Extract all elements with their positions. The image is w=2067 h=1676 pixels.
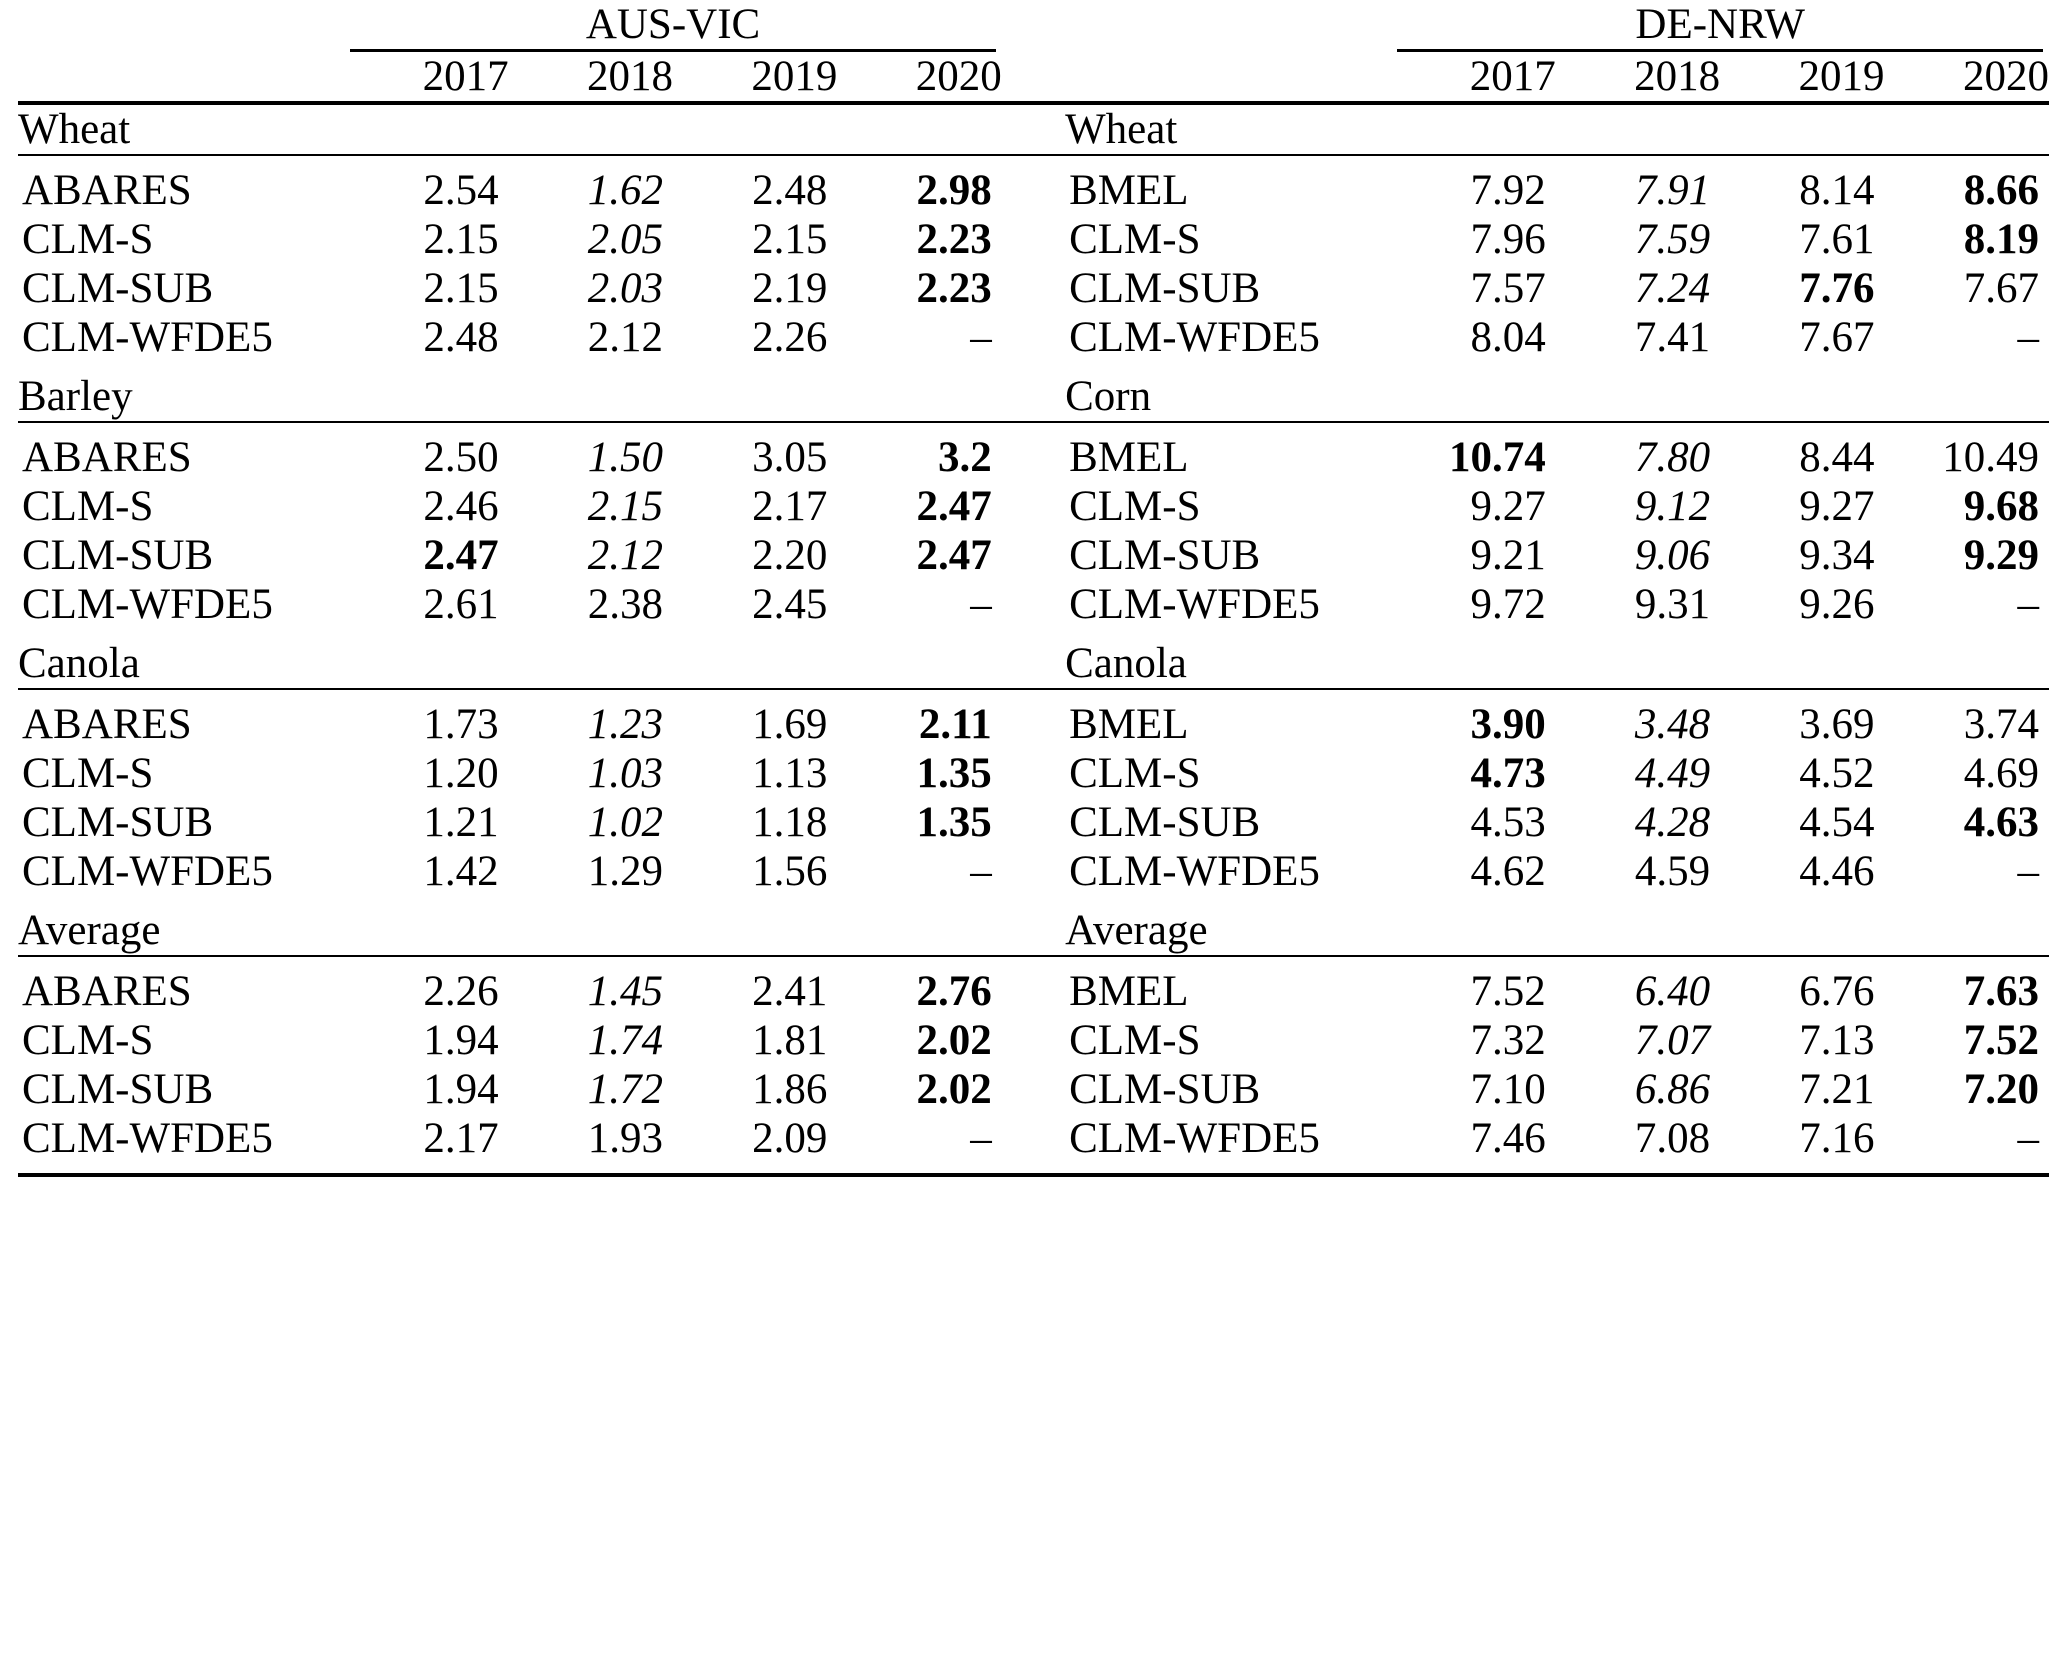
cell-value-right: 7.32 [1470,1017,1546,1064]
section-spacer-bottom [18,362,2049,372]
section-spacer-bottom [18,896,2049,906]
cell-value-left: 2.47 [423,532,499,579]
row-label-left: CLM-S [22,216,154,263]
cell-value-right: 4.69 [1963,750,2039,797]
row-label-left: CLM-S [22,750,154,797]
cell-value-left: 2.23 [916,265,992,312]
cell-value-right: 7.52 [1963,1017,2039,1064]
row-gap [1002,847,1065,896]
row-label-right: BMEL [1069,701,1189,748]
cell-value-right: 8.14 [1799,167,1875,214]
cell-value-right: 9.34 [1799,532,1875,579]
cell-value-left: 2.09 [752,1115,828,1162]
cell-value-right: 7.57 [1470,265,1546,312]
spacer-cell [18,689,2049,700]
cell-value-left: 2.12 [587,314,664,361]
cell-value-right: 4.28 [1634,799,1711,846]
cell-value-left: 1.94 [423,1017,499,1064]
cell-value-right: 8.04 [1470,314,1546,361]
cell-value-left: 2.54 [423,167,499,214]
section-spacer [18,689,2049,700]
cell-value-right: 7.80 [1634,434,1711,481]
section-spacer [18,155,2049,166]
cell-value-left: 2.15 [423,265,499,312]
group-header-row [18,0,2049,49]
cell-value-right: 4.54 [1799,799,1875,846]
cell-value-left: 1.94 [423,1066,499,1113]
cell-value-right: 9.21 [1470,532,1546,579]
row-label-right: CLM-S [1069,750,1201,797]
column-header-year-left-2017: 2017 [422,53,509,100]
rule-cell [18,1173,2049,1175]
cell-value-right: 9.06 [1634,532,1711,579]
cell-value-right: 4.46 [1799,848,1875,895]
spacer-cell [18,1163,2049,1173]
cell-value-right: 3.74 [1963,701,2039,748]
cell-value-right: 4.53 [1470,799,1546,846]
cell-value-left: 2.48 [752,167,828,214]
section-title-right: Canola [1065,640,1187,687]
group-title-de-nrw: DE-NRW [1635,1,1805,48]
cell-value-right: 6.86 [1634,1066,1711,1113]
header-spacer-right [1065,0,1391,49]
row-label-left: CLM-SUB [22,532,214,579]
row-gap [1002,1114,1065,1163]
cell-value-left: – [970,314,992,361]
row-gap [1002,1065,1065,1114]
section-spacer [18,956,2049,967]
column-header-year-right-2019: 2019 [1798,53,1885,100]
row-gap [1002,580,1065,629]
cell-value-right: 7.21 [1799,1066,1875,1113]
cell-value-left: 2.20 [752,532,828,579]
cell-value-right: 7.91 [1634,167,1711,214]
row-gap [1002,313,1065,362]
spacer-cell [18,956,2049,967]
cell-value-left: 2.47 [916,532,992,579]
cell-value-right: 7.67 [1963,265,2039,312]
section-title-row [18,372,2049,421]
cell-value-left: 2.19 [752,265,828,312]
section-title-right: Corn [1065,373,1152,420]
row-label-left: CLM-S [22,483,154,530]
row-label-right: BMEL [1069,167,1189,214]
cell-value-left: – [970,848,992,895]
section-gap [1002,906,1065,955]
row-label-right: BMEL [1069,968,1189,1015]
cell-value-right: 7.92 [1470,167,1546,214]
cell-value-right: 9.68 [1963,483,2039,530]
spacer-cell [18,362,2049,372]
row-gap [1002,166,1065,215]
section-title-left: Wheat [18,106,131,153]
column-header-year-left-2018: 2018 [587,53,674,100]
table-row [18,313,2049,362]
cell-value-left: 2.76 [916,968,992,1015]
row-gap [1002,215,1065,264]
cell-value-right: 7.61 [1799,216,1875,263]
cell-value-right: 7.46 [1470,1115,1546,1162]
cell-value-right: 7.76 [1799,265,1875,312]
cell-value-right: 7.96 [1470,216,1546,263]
section-gap [1002,372,1065,421]
header-gap [1002,0,1065,49]
cell-value-right: 9.72 [1470,581,1546,628]
cell-value-right: 7.16 [1799,1115,1875,1162]
row-label-right: CLM-SUB [1069,1066,1261,1113]
cell-value-left: 1.21 [423,799,499,846]
section-spacer-bottom [18,629,2049,639]
cell-value-left: 2.15 [587,483,664,530]
cell-value-left: 2.03 [587,265,664,312]
table-row [18,700,2049,749]
cell-value-right: 3.48 [1634,701,1711,748]
cell-value-left: 2.12 [587,532,664,579]
table-row [18,580,2049,629]
table-row [18,798,2049,847]
section-title-left: Average [18,907,161,954]
cell-value-left: 1.81 [752,1017,828,1064]
group-title-aus-vic: AUS-VIC [585,1,761,48]
cell-value-right: 4.59 [1634,848,1711,895]
row-label-left: ABARES [22,167,192,214]
cell-value-right: 7.20 [1963,1066,2039,1113]
row-label-left: CLM-SUB [22,1066,214,1113]
row-gap [1002,433,1065,482]
cell-value-left: 2.50 [423,434,499,481]
cell-value-left: 3.2 [938,434,992,481]
cell-value-left: 2.02 [916,1017,992,1064]
year-header-row [18,52,2049,101]
row-label-right: BMEL [1069,434,1189,481]
row-gap [1002,1016,1065,1065]
cell-value-right: 9.27 [1799,483,1875,530]
cell-value-left: 1.23 [587,701,664,748]
cell-value-right: 7.10 [1470,1066,1546,1113]
cell-value-left: 2.45 [752,581,828,628]
section-title-row [18,906,2049,955]
section-title-right: Average [1065,907,1208,954]
cell-value-left: 1.13 [752,750,828,797]
section-gap [1002,639,1065,688]
row-label-left: ABARES [22,701,192,748]
row-label-left: CLM-SUB [22,265,214,312]
section-title-left: Canola [18,640,140,687]
column-header-year-right-2018: 2018 [1634,53,1721,100]
cell-value-right: 7.67 [1799,314,1875,361]
cell-value-right: 4.62 [1470,848,1546,895]
cell-value-right: 9.26 [1799,581,1875,628]
cell-value-left: 1.03 [587,750,664,797]
section-gap [1002,103,1065,154]
cell-value-left: 2.26 [423,968,499,1015]
row-label-left: CLM-WFDE5 [22,848,273,895]
cell-value-left: 2.05 [587,216,664,263]
cell-value-left: 2.15 [752,216,828,263]
row-label-right: CLM-S [1069,216,1201,263]
cell-value-right: 4.52 [1799,750,1875,797]
cell-value-right: 7.13 [1799,1017,1875,1064]
section-title-right: Wheat [1065,106,1178,153]
cell-value-left: 2.46 [423,483,499,530]
row-gap [1002,482,1065,531]
cell-value-left: – [970,581,992,628]
section-spacer-bottom [18,1163,2049,1173]
cell-value-left: 1.18 [752,799,828,846]
cell-value-right: – [2017,1115,2039,1162]
spacer-cell [18,155,2049,166]
table-row [18,847,2049,896]
cell-value-left: 1.02 [587,799,664,846]
section-spacer [18,422,2049,433]
cell-value-right: 6.76 [1799,968,1875,1015]
cell-value-right: – [2017,314,2039,361]
cell-value-left: 1.20 [423,750,499,797]
cell-value-left: 1.29 [587,848,664,895]
spacer-cell [18,896,2049,906]
cell-value-right: 3.90 [1470,701,1546,748]
cell-value-right: 7.52 [1470,968,1546,1015]
row-gap [1002,264,1065,313]
cell-value-right: 3.69 [1799,701,1875,748]
cell-value-left: 1.50 [587,434,664,481]
cell-value-left: 1.45 [587,968,664,1015]
row-label-right: CLM-WFDE5 [1069,314,1320,361]
cell-value-right: 8.19 [1963,216,2039,263]
section-title-left: Barley [18,373,133,420]
section-title-row [18,639,2049,688]
cell-value-left: 2.11 [918,701,992,748]
cell-value-left: 2.15 [423,216,499,263]
cell-value-right: 4.63 [1963,799,2039,846]
row-label-right: CLM-WFDE5 [1069,581,1320,628]
row-gap [1002,967,1065,1016]
column-header-year-right-2017: 2017 [1469,53,1556,100]
row-label-right: CLM-SUB [1069,799,1261,846]
table-row [18,1114,2049,1163]
cell-value-left: 2.41 [752,968,828,1015]
row-label-left: CLM-S [22,1017,154,1064]
cell-value-right: 4.73 [1470,750,1546,797]
cell-value-left: 2.48 [423,314,499,361]
row-label-left: CLM-WFDE5 [22,314,273,361]
year-header-spacer-left [18,52,344,101]
table-row [18,1065,2049,1114]
cell-value-left: 1.69 [752,701,828,748]
table-row [18,433,2049,482]
row-label-right: CLM-S [1069,1017,1201,1064]
cell-value-right: – [2017,581,2039,628]
table-row [18,166,2049,215]
spacer-cell [18,629,2049,639]
cell-value-right: 10.74 [1449,434,1546,481]
row-label-right: CLM-SUB [1069,532,1261,579]
row-label-left: CLM-WFDE5 [22,1115,273,1162]
table-row [18,967,2049,1016]
cell-value-right: 6.40 [1634,968,1711,1015]
row-label-left: CLM-WFDE5 [22,581,273,628]
row-label-right: CLM-SUB [1069,265,1261,312]
table-row [18,482,2049,531]
cell-value-left: 1.72 [587,1066,664,1113]
cell-value-right: 7.59 [1634,216,1711,263]
table-row [18,215,2049,264]
column-header-year-left-2020: 2020 [915,53,1002,100]
column-header-year-left-2019: 2019 [751,53,838,100]
cell-value-left: 1.62 [587,167,664,214]
cell-value-right: 8.66 [1963,167,2039,214]
cell-value-left: 2.23 [916,216,992,263]
cell-value-left: 1.74 [587,1017,664,1064]
cell-value-right: 10.49 [1942,434,2039,481]
row-gap [1002,700,1065,749]
section-title-row [18,103,2049,154]
table-row [18,264,2049,313]
cell-value-left: 1.35 [916,799,992,846]
row-gap [1002,749,1065,798]
spacer-cell [18,422,2049,433]
cell-value-right: 7.07 [1634,1017,1711,1064]
cell-value-right: – [2017,848,2039,895]
cell-value-right: 9.27 [1470,483,1546,530]
cell-value-right: 9.29 [1963,532,2039,579]
row-label-right: CLM-WFDE5 [1069,848,1320,895]
row-gap [1002,798,1065,847]
table-row [18,749,2049,798]
table-row [18,1016,2049,1065]
column-header-year-right-2020: 2020 [1963,53,2049,100]
row-label-left: ABARES [22,968,192,1015]
cell-value-left: – [970,1115,992,1162]
cell-value-left: 2.17 [752,483,828,530]
cell-value-left: 1.56 [752,848,828,895]
cell-value-left: 2.38 [587,581,664,628]
cell-value-left: 1.42 [423,848,499,895]
cell-value-right: 8.44 [1799,434,1875,481]
year-header-gap [1002,52,1065,101]
header-spacer-left [18,0,344,49]
cell-value-left: 2.17 [423,1115,499,1162]
row-label-right: CLM-WFDE5 [1069,1115,1320,1162]
row-label-left: CLM-SUB [22,799,214,846]
table-bottom-rule [18,1173,2049,1175]
cell-value-left: 3.05 [752,434,828,481]
cell-value-right: 9.31 [1634,581,1711,628]
cell-value-right: 7.41 [1634,314,1711,361]
cell-value-right: 7.63 [1963,968,2039,1015]
cell-value-right: 7.24 [1634,265,1711,312]
cell-value-left: 2.98 [916,167,992,214]
year-header-spacer-right [1065,52,1391,101]
cell-value-left: 1.93 [587,1115,664,1162]
cell-value-left: 1.86 [752,1066,828,1113]
row-label-right: CLM-S [1069,483,1201,530]
cell-value-left: 2.02 [916,1066,992,1113]
cell-value-left: 2.26 [752,314,828,361]
cell-value-left: 2.61 [423,581,499,628]
cell-value-left: 1.35 [916,750,992,797]
cell-value-right: 9.12 [1634,483,1711,530]
results-table [18,0,2049,1177]
row-label-left: ABARES [22,434,192,481]
table-row [18,531,2049,580]
cell-value-left: 2.47 [916,483,992,530]
cell-value-left: 1.73 [423,701,499,748]
cell-value-right: 4.49 [1634,750,1711,797]
row-gap [1002,531,1065,580]
cell-value-right: 7.08 [1634,1115,1711,1162]
